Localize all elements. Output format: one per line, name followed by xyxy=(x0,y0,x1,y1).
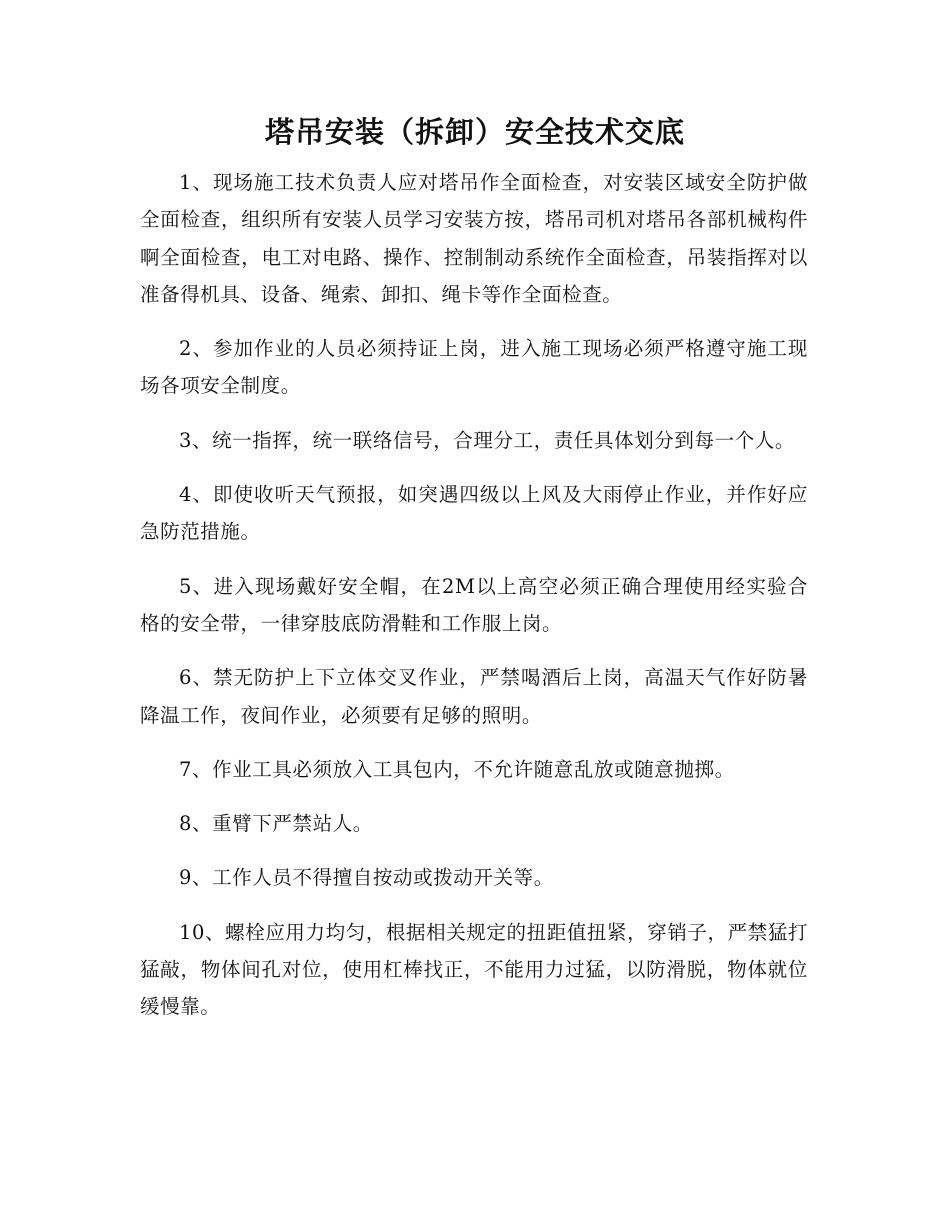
paragraph-10: 10、螺栓应用力均匀，根据相关规定的扭距值扭紧，穿销子，严禁猛打猛敲，物体间孔对位，使用杠棒找正，不能用力过猛，以防滑脱，物体就位缓慢靠。 xyxy=(140,920,809,1019)
paragraph-1: 1、现场施工技术负责人应对塔吊作全面检查，对安装区域安全防护做全面检查，组织所有安装人员学习安装方按，塔吊司机对塔吊各部机械构件啊全面检查，电工对电路、操作、控制制动系统作全面检查，吊装指挥对以准备得机具、设备、绳索、卸扣、绳卡等作全面检查。 xyxy=(140,171,808,306)
document-body xyxy=(140,164,808,1043)
document-title: 塔吊安装（拆卸）安全技术交底 xyxy=(264,115,685,149)
paragraph-7: 7、作业工具必须放入工具包内，不允许随意乱放或随意抛掷。 xyxy=(179,757,735,781)
paragraph-3: 3、统一指挥，统一联络信号，合理分工，责任具体划分到每一个人。 xyxy=(179,428,796,452)
paragraph-5: 5、进入现场戴好安全帽，在2M以上高空必须正确合理使用经实验合格的安全带，一律穿肢底防滑鞋和工作服上岗。 xyxy=(140,574,808,635)
paragraph-6: 6、禁无防护上下立体交叉作业，严禁喝酒后上岗，高温天气作好防暑降温工作，夜间作业，必须要有足够的照明。 xyxy=(140,666,808,727)
paragraph-9: 9、工作人员不得擅自按动或拨动开关等。 xyxy=(179,866,554,890)
paragraph-8: 8、重臂下严禁站人。 xyxy=(179,812,373,836)
paragraph-2: 2、参加作业的人员必须持证上岗，进入施工现场必须严格遵守施工现场各项安全制度。 xyxy=(140,337,808,398)
paragraph-4: 4、即使收听天气预报，如突遇四级以上风及大雨停止作业，并作好应急防范措施。 xyxy=(140,483,808,544)
